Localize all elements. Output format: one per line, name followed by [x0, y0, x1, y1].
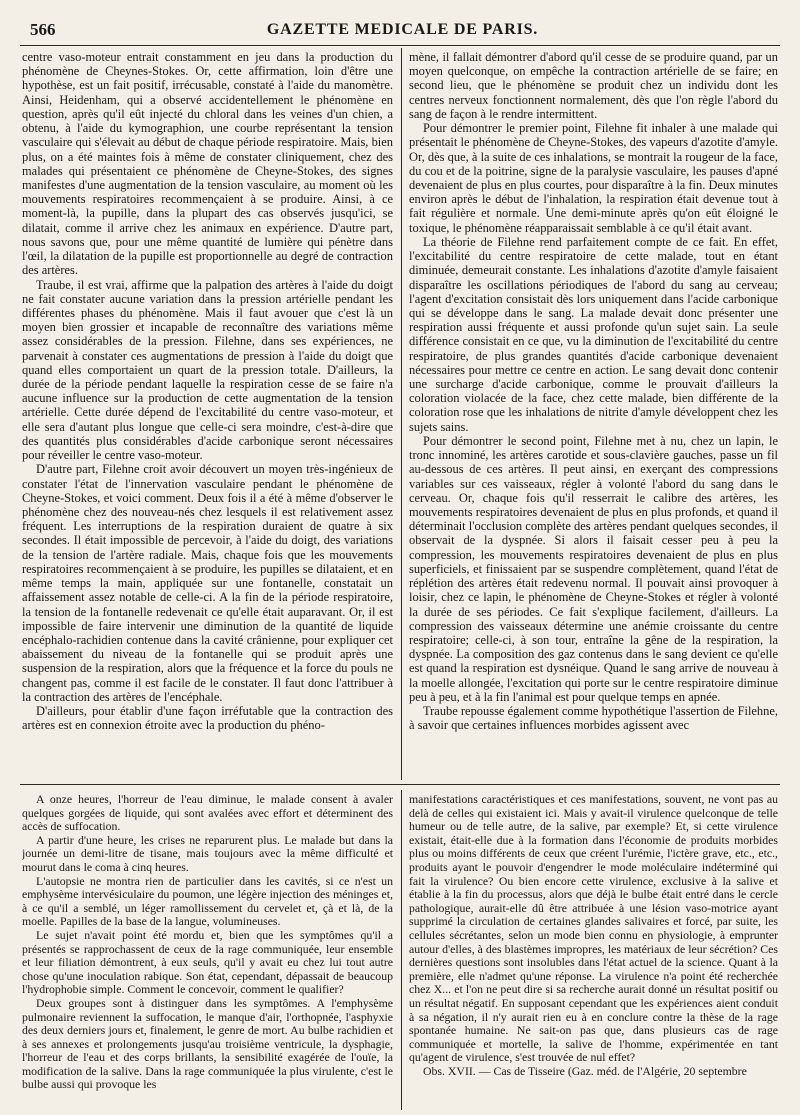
- paragraph: Deux groupes sont à distinguer dans les symptômes. A l'emphysème pulmonaire reviennent la suffocation, le manque d'air, l'orthopnée, l'asphyxie des deux derniers jours et, finalement, le genre de mort. Au bulbe rachidien et à ses annexes et prolongements jusqu'au troisième ventricule, la dysphagie, l'horreur de l'eau et des corps brillants, la sensibilité exagérée de l'ouïe, la modification de la salive. Dans la rage communiquée la plus virulente, c'est le bulbe aussi qui provoque les: [22, 995, 393, 1092]
- paragraph: Pour démontrer le second point, Filehne met à nu, chez un lapin, le tronc innominé, les artères carotide et sous-clavière gauches, passe un fil au-dessous de ces artères. Il peut ainsi, en exerçant des compressions variables sur ces vaisseaux, régler à volonté l'abord du sang dans le cerveau. Or, chaque fois qu'il resserrait le calibre des artères, les mouvements respiratoires devenaient de plus en plus profonds, et quand il déterminait l'occlusion complète des artères pendant quelques secondes, il observait de la dyspnée. Si alors il faisait cesser peu à peu la compression, les mouvements respiratoires devenaient de plus en plus superficiels, et finissaient par se suspendre complètement, quand l'état de réplétion des artères était redevenu normal. Il pouvait ainsi provoquer à loisir, chez ce lapin, le phénomène de Cheyne-Stokes et régler à volonté la durée de ses périodes. Ce fait s'explique facilement, d'ailleurs. La compression des vaisseaux détermine une anémie croissante du centre respiratoire; celle-ci, à son tour, entraîne la gêne de la respiration, la dyspnée. La composition des gaz contenus dans le sang devient ce qu'elle est quand la respiration est dysnéique. Quand le sang arrive de nouveau à la moelle allongée, l'excitation qui porte sur le centre respiratoire diminue peu à peu, et à la fin l'animal est pour quelque temps en apnée.: [409, 433, 778, 704]
- column-divider-upper: [401, 48, 402, 780]
- upper-left-column: [22, 50, 393, 778]
- paragraph: centre vaso-moteur entrait constamment en jeu dans la production du phénomène de Cheynes-Stokes. Or, cette affirmation, loin d'être une hypothèse, est un fait positif, irrécusable, constaté à l'aide du manomètre. Ainsi, Heidenham, qui a observé accidentellement le phénomène en question, après qu'il eût injecté du chloral dans les veines d'un chien, a obtenu, à l'aide du kymographion, une courbe représentant la tension vasculaire qui s'élevait au début de chaque période respiratoire. Mais, bien plus, on a été maintes fois à même de constater cliniquement, chez des malades qui présentaient ce phénomène de Cheyne-Stokes, des signes manifestes d'une augmentation de la tension vasculaire, au moment où les mouvements respiratoires recommençaient à se produire. Ainsi, à ce moment-là, la pupille, dans la plupart des cas observés jusqu'ici, se dilatait, comme il arrive chez les animaux en expérience. D'autre part, nous savons que, pour une même quantité de lumière qui pénètre dans l'œil, la dilatation de la pupille est proportionnelle au degré de contraction des artères.: [22, 50, 393, 278]
- paragraph: A onze heures, l'horreur de l'eau diminue, le malade consent à avaler quelques gorgées de liquide, qui sont avalées avec effort et déterminent des accès de suffocation.: [22, 793, 393, 834]
- paragraph: Traube repousse également comme hypothétique l'assertion de Filehne, à savoir que certaines influences morbides agissent avec: [409, 704, 778, 733]
- lower-right-column: [409, 793, 778, 1109]
- upper-right-column: [409, 50, 778, 778]
- column-divider-lower: [401, 790, 402, 1110]
- lower-left-column: [22, 793, 393, 1109]
- section-rule: [20, 784, 780, 785]
- paragraph: Pour démontrer le premier point, Filehne fit inhaler à une malade qui présentait le phénomène de Cheyne-Stokes, des vapeurs d'azotite d'amyle. Or, dès que, à la suite de ces inhalations, se montrait la rougeur de la face, du cou et de la poitrine, signe de la paralysie vasculaire, les pauses d'apné devenaient de plus en plus courtes, pour disparaître à la fin. Deux minutes environ après le début de l'inhalation, la respiration était devenue tout à fait régulière et normale. Une demi-minute après qu'on eût éloigné le toxique, le phénomène réapparaissait semblable à ce qu'il était avant.: [409, 121, 778, 235]
- page-number: 566: [30, 20, 56, 39]
- running-title: GAZETTE MEDICALE DE PARIS.: [266, 21, 539, 38]
- paragraph: Le sujet n'avait point été mordu et, bien que les symptômes qu'il a présentés se rapprochassent de ceux de la rage communiquée, leur ensemble et leur filiation démontrent, à eux seuls, qu'il y avait eu chez lui tout autre chose qu'une inoculation rabique. Son état, cependant, dépassait de beaucoup l'hydrophobie simple. Comment le concevoir, comment le qualifier?: [22, 927, 393, 997]
- paragraph: mène, il fallait démontrer d'abord qu'il cesse de se produire quand, par un moyen quelconque, on empêche la contraction artérielle de se faire; en second lieu, que le phénomène se produit chez un individu dont les centres nerveux fonctionnent normalement, dès que l'on règle l'abord du sang de façon à le rendre intermittent.: [409, 50, 778, 121]
- paragraph: A partir d'une heure, les crises ne reparurent plus. Le malade but dans la journée un demi-litre de tisane, mais toujours avec la même difficulté et mourut dans le coma à cinq heures.: [22, 832, 393, 874]
- page-header: [30, 20, 775, 42]
- paragraph: L'autopsie ne montra rien de particulier dans les cavités, si ce n'est un emphysème intervésiculaire du poumon, une légère injection des méninges et, à ce qu'il a semblé, un léger ramollissement du cervelet et, çà et là, de la moelle. Papilles de la base de la langue, volumineuses.: [22, 873, 393, 929]
- paragraph: Traube, il est vrai, affirme que la palpation des artères à l'aide du doigt ne fait constater aucune variation dans la pression artérielle pendant les différentes phases du phénomène. Mais il faut avouer que c'est là un moyen bien grossier et incapable de reconnaître des variations même assez considérables de la pression. Filehne, dans ses expériences, ne parvenait à constater ces augmentations de pression à l'aide du doigt que quand elles comportaient un quart de la pression totale. D'ailleurs, la durée de la période pendant laquelle la respiration cesse de se faire n'a aucune influence sur la production de cette augmentation de la tension artérielle. Cette durée dépend de l'excitabilité du centre vaso-moteur, et elle sera d'autant plus longue que celle-ci sera moindre, c'est-à-dire que des quantités plus considérables d'acide carbonique seront nécessaires pour réveiller le centre vaso-moteur.: [22, 277, 393, 463]
- observation-heading: Obs. XVII. — Cas de Tisseire (Gaz. méd. de l'Algérie, 20 septembre: [423, 1063, 747, 1078]
- paragraph: manifestations caractéristiques et ces manifestations, souvent, ne vont pas au delà de celles qui existaient ici. Mais y avait-il virulence quelconque de telle humeur ou de telle autre, de la salive, par exemple? Et, si cette virulence existait, était-elle due à la formation dans l'économie de produits morbides plus ou moins différents de ceux que créent l'urémie, l'ictère grave, etc., etc., produits ayant le pouvoir d'engendrer le mode moléculaire indéterminé qui fait la virulence? Ou bien encore cette virulence, exclusive à la salive et établie à la fin du processus, alors que déjà le bulbe était entré dans le cercle pathologique, aurait-elle dû être attribuée à une lésion vaso-motrice ayant supprimé la circulation de certaines glandes salivaires et forcé, par suite, les cellules sécrétantes, selon un mode bien connu en physiologie, à emprunter autour d'elles, à des blastèmes impropres, les matériaux de leur sécrétion? Ces dernières questions sont insolubles dans l'état actuel de la science. Quant à la première, elle n'admet qu'une réponse. La virulence n'a point été recherchée chez X... et l'on ne peut dire si sa recherche aurait donné un résultat positif ou un résultat négatif. En supposant cependant que les expériences aient conduit à sa négation, il n'y aurait rien eu à en conclure contre la thèse de la rage spontanée humaine. Ne sait-on pas que, dans plusieurs cas de rage communiquée et mortelle, la salive de l'homme, expérimentée en tant qu'agent de virulence, s'est trouvée de nul effet?: [409, 793, 778, 1065]
- header-rule: [20, 45, 780, 46]
- paragraph: D'autre part, Filehne croit avoir découvert un moyen très-ingénieux de constater l'état de l'innervation vasculaire pendant le phénomène de Cheyne-Stokes, et voici comment. Deux fois il a été à même d'observer le phénomène chez des nouveau-nés chez lesquels il est relativement assez fréquent. Les interruptions de la respiration duraient de quatre à six secondes. Il était impossible de percevoir, à l'aide du doigt, des variations de la tension de l'artère radiale. Mais, chaque fois que les mouvements respiratoires recommençaient à se produire, les pupilles se dilataient, et en même temps la main, appliquée sur une fontanelle, constatait un affaissement assez notable de celle-ci. A la fin de la période respiratoire, la tension de la fontanelle redevenait ce qu'elle était auparavant. Or, il est impossible de faire intervenir une diminution de la quantité de liquide encéphalo-rachidien contenue dans la cavité crânienne, pour expliquer cet abaissement du niveau de la fontanelle qui se produit après une suspension de la respiration, alors que la fréquence et la force du pouls ne changent pas, comme il est facile de le constater. Il faut donc l'attribuer à la contraction des artères de l'encéphale.: [22, 462, 393, 704]
- paragraph: D'ailleurs, pour établir d'une façon irréfutable que la contraction des artères est en connexion étroite avec la production du phéno-: [22, 704, 393, 733]
- paragraph: La théorie de Filehne rend parfaitement compte de ce fait. En effet, l'excitabilité du centre respiratoire de cette malade, tout en étant diminuée, demeurait constante. Les inhalations d'azotite d'amyle faisaient disparaître les oscillations périodiques de l'abord du sang au cerveau; l'agent d'excitation consistait dès lors uniquement dans l'acide carbonique qui se développe dans le sang. La malade devait donc présenter une respiration aussi fréquente et aussi profonde qu'un sujet sain. La seule différence consistait en ce que, vu la diminution de l'excitabilité du centre respiratoire, de plus grandes quantités d'acide carbonique devenaient nécessaires pour mettre ce centre en action. Le sang devait donc contenir une surcharge d'acide carbonique, comme le prouvait d'ailleurs la coloration violacée de la face, chez cette malade, bien différente de la coloration rose que les inhalations de nitrite d'amyle développent chez les sujets sains.: [409, 234, 778, 434]
